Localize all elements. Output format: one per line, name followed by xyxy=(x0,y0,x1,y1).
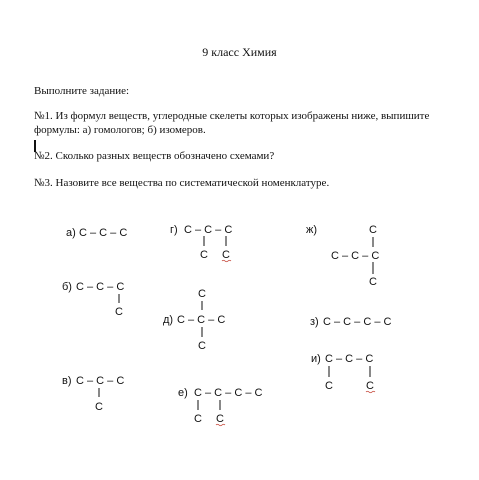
formula-d xyxy=(163,288,225,352)
formula-i-branch-1: C xyxy=(325,380,333,392)
formula-v-branch: C xyxy=(95,401,103,413)
formula-i-label: и) xyxy=(311,353,321,365)
formula-v xyxy=(62,375,124,413)
task-1-line-1: №1. Из формул веществ, углеродные скелеты которых изображены ниже, выпишите xyxy=(34,110,430,122)
formula-e-branch-2: C xyxy=(216,413,224,425)
formula-b-label: б) xyxy=(62,281,72,293)
formula-zh-top-branch: C xyxy=(369,224,377,236)
formula-b-branch: C xyxy=(115,306,123,318)
formula-a-label: а) xyxy=(66,227,76,239)
formula-g-branch-1: C xyxy=(200,249,208,261)
formula-zh xyxy=(306,224,379,288)
formula-zh-main-chain: C – C – C xyxy=(331,250,380,262)
formula-z-label: з) xyxy=(310,316,319,328)
formula-zh-bottom-branch: C xyxy=(369,276,377,288)
formula-d-main-chain: C – C – C xyxy=(177,314,226,326)
formula-v-main-chain: C – C – C xyxy=(76,375,125,387)
formula-g-branch-2: C xyxy=(222,249,230,261)
formula-g-main-chain: C – C – C xyxy=(184,224,233,236)
formula-e-branch-1: C xyxy=(194,413,202,425)
formula-e xyxy=(178,387,263,426)
formula-i-main-chain: C – C – C xyxy=(325,353,374,365)
formula-d-top-branch: C xyxy=(198,288,206,300)
formula-a xyxy=(66,227,127,239)
formula-d-bottom-branch: C xyxy=(198,340,206,352)
formula-v-label: в) xyxy=(62,375,72,387)
task-1-line-2: формулы: а) гомологов; б) изомеров. xyxy=(34,124,206,136)
formula-d-label: д) xyxy=(163,314,174,326)
task-2: №2. Сколько разных веществ обозначено схемами? xyxy=(34,150,275,162)
task-3: №3. Назовите все вещества по систематической номенклатуре. xyxy=(34,177,330,189)
page-title: 9 класс Химия xyxy=(202,45,277,59)
formula-zh-label: ж) xyxy=(306,224,318,236)
formula-z xyxy=(310,316,392,328)
formula-g xyxy=(170,224,232,262)
formula-a-main-chain: C – C – C xyxy=(79,227,128,239)
formula-i-branch-2: C xyxy=(366,380,374,392)
formula-e-label: е) xyxy=(178,387,188,399)
formula-g-label: г) xyxy=(170,224,178,236)
task-intro: Выполните задание: xyxy=(34,85,130,97)
formula-e-main-chain: C – C – C – C xyxy=(194,387,263,399)
formula-b-main-chain: C – C – C xyxy=(76,281,125,293)
formula-z-main-chain: C – C – C – C xyxy=(323,316,392,328)
formula-b xyxy=(62,281,124,318)
formula-i xyxy=(311,353,375,393)
